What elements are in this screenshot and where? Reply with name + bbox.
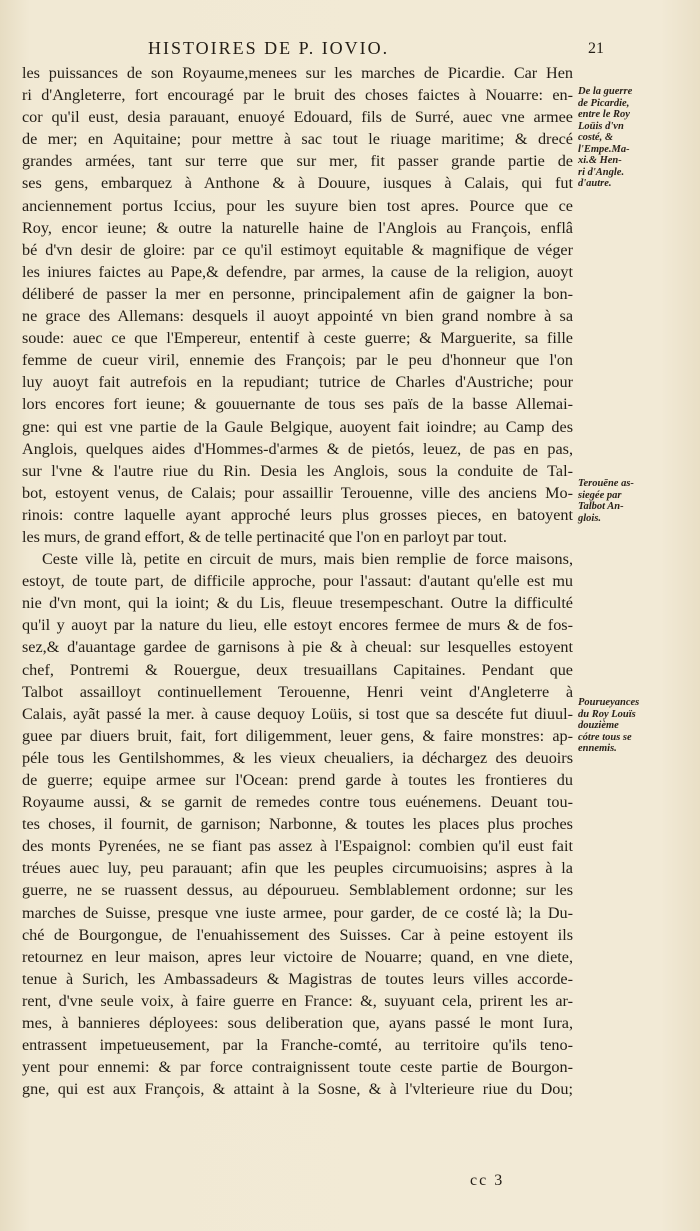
text-line: yent pour ennemi: & par force contraignissent toute ceste partie de Bourgon- — [22, 1058, 573, 1077]
margin-note-line: l'Empe.Ma- — [578, 143, 630, 155]
margin-note-line: Pourueyances — [578, 697, 640, 708]
text-line: entrassent impetueusement, par la Franche-comté, au territoire qu'ils teno- — [22, 1036, 573, 1055]
text-line: soude: auec ce que l'Empereur, ententif à ceste guerre; & Marguerite, sa fille — [22, 329, 573, 348]
text-line: tenue à Surich, les Ambassadeurs & Magistras de toutes leurs villes accorde- — [22, 969, 573, 988]
text-line: retournez en leur maison, apres leur victoire de Nouarre; quand, en vne diete, — [22, 947, 573, 966]
text-line: lors encores fort ieune; & gouuernante de tous ses païs de la basse Allemai- — [22, 395, 573, 414]
margin-note-war — [578, 86, 696, 190]
text-line: de mer; en Aquitaine; pour mettre à sac tout le riuage maritime; & drecé — [22, 130, 573, 149]
margin-note-line: Loüis d'vn — [578, 120, 624, 132]
text-line: qu'il y auoyt par la nature du lieu, elle estoyt encores fermee de murs & de fos- — [22, 616, 573, 635]
text-line: mes, à bannieres déployees: sous deliberation que, ayans passé le mont Iura, — [22, 1014, 573, 1033]
margin-note-line: de Picardie, — [578, 97, 630, 109]
margin-note-line: cótre tous se — [578, 731, 632, 743]
text-line: femme de cueur viril, ennemie des François; par le peu d'honneur que l'on — [22, 351, 573, 370]
margin-note-preparations — [578, 697, 696, 755]
text-line: anciennement portus Iccius, pour les suyure bien tost apres. Pource que ce — [22, 196, 573, 215]
text-line: Roy, encor ieune; & outre la naturelle haine de l'Anglois au François, enflâ — [22, 218, 573, 237]
text-line: ché de Bourgongue, de l'enuahissement des Suisses. Car à peine estoyent ils — [22, 925, 573, 944]
text-line: sur l'vne & l'autre riue du Rin. Desia les Anglois, sous la conduite de Tal- — [22, 461, 573, 480]
text-line: rent, d'vne seule voix, à faire guerre en France: &, suyuant cela, prirent les ar- — [22, 991, 573, 1010]
text-line: Talbot assailloyt continuellement Terouenne, Henri veint d'Angleterre à — [22, 682, 573, 701]
main-text-block — [22, 62, 573, 1100]
text-line: nie d'vn mont, qui la ioint; & du Lis, fleuue tresempeschant. Outre la difficulté — [22, 594, 573, 613]
text-line: gne: qui est vne partie de la Gaule Belgique, auoyent fait ioindre; au Camp des — [22, 417, 573, 436]
text-line: déliberé de passer la mer en personne, principalement afin de gaigner la bon- — [22, 284, 573, 303]
text-line: tréues auec luy, peu parauant; afin que les peuples circumuoisins; aspres à la — [22, 859, 573, 878]
text-line: marches de Suisse, presque vne iuste armee, pour garder, de ce costé là; la Du- — [22, 903, 573, 922]
margin-note-terouenne — [578, 478, 696, 524]
folio-number: 21 — [588, 40, 604, 57]
text-line: cor qu'il eust, desia parauant, enuoyé Edouard, fils de Surré, auec vne armee — [22, 108, 573, 127]
margin-note-line: xi.& Hen- — [578, 155, 622, 166]
running-title: HISTOIRES DE P. IOVIO. — [148, 38, 390, 58]
margin-note-line: douzième — [578, 720, 619, 731]
text-line: grandes armées, tant sur terre que sur mer, fit passer grande partie de — [22, 152, 573, 171]
text-line: ses gens, embarquez à Anthone & à Douure, iusques à Calais, qui fut — [22, 174, 573, 193]
text-line: luy auoyt fait autrefois en la repudiant; tutrice de Charles d'Austriche; pour — [22, 373, 573, 392]
margin-note-line: ri d'Angle. — [578, 166, 625, 178]
text-line: bot, estoyent venus, de Calais; pour assaillir Terouenne, ville des anciens Mo- — [22, 483, 573, 502]
text-line: chef, Pontremi & Rouergue, deux tresuaillans Capitaines. Pendant que — [22, 660, 573, 679]
text-line: tes choses, il fournit, de garnison; Narbonne, & toutes les places plus proches — [22, 815, 573, 834]
margin-note-line: costé, & — [578, 132, 613, 143]
margin-note-line: d'autre. — [578, 178, 612, 189]
text-line: les murs, de grand effort, & de telle pertinacité que l'on en parloyt par tout. — [22, 527, 507, 546]
text-line: Ceste ville là, petite en circuit de murs, mais bien remplie de force maisons, — [42, 550, 573, 569]
margin-note-line: Terouēne as- — [578, 478, 634, 489]
text-line: Calais, ayãt passé la mer. à cause dequoy Loüis, si tost que sa descéte fut diuul- — [22, 704, 573, 723]
signature-mark: cc 3 — [470, 1172, 505, 1189]
margin-note-line: Talbot An- — [578, 501, 624, 512]
text-line: les iniures faictes au Pape,& defendre, par armes, la cause de la religion, auoyt — [22, 262, 573, 281]
text-line: guee par diuers bruit, fait, fort diligemment, leuer gens, & faire monstres: ap- — [22, 726, 573, 745]
text-line: ri d'Angleterre, fort encouragé par le bruit des choses faictes à Nouarre: en- — [22, 86, 573, 105]
text-line: gne, qui est aux François, & attaint à la Sosne, & à l'vlterieure riue du Dou; — [22, 1080, 573, 1099]
text-line: estoyt, de toute part, de difficile approche, pour l'assaut: d'autant qu'elle est mu — [22, 572, 573, 591]
text-line: les puissances de son Royaume,menees sur les marches de Picardie. Car Hen — [22, 64, 573, 82]
text-line: Anglois, quelques aides d'Hommes-d'armes & de pietós, leuez, de pas en pas, — [22, 439, 573, 458]
text-line: bé d'vn desir de gloire: par ce qu'il estimoyt equitable & magnifique de véger — [22, 240, 573, 259]
text-line: rinois: contre laquelle ayant approché leurs plus grosses pieces, en batoyent — [22, 505, 573, 524]
margin-note-line: ennemis. — [578, 743, 617, 754]
margin-note-line: siegée par — [578, 489, 622, 501]
text-line: sez,& d'auantage gardee de garnisons à pie & à cheual: sur lesquelles estoyent — [22, 638, 573, 657]
text-line: Royaume aussi, & se garnit de remedes contre tous euénemens. Deuant tou- — [22, 793, 573, 812]
text-line: guerre, ne se ruassent dessus, au dépourueu. Semblablement ordonne; sur les — [22, 881, 573, 900]
margin-note-line: entre le Roy — [578, 109, 630, 120]
margin-note-line: De la guerre — [578, 86, 633, 97]
text-line: de guerre; equipe armee sur l'Ocean: prend garde à toutes les frontieres du — [22, 771, 573, 789]
margin-note-line: glois. — [578, 512, 602, 524]
margin-note-line: du Roy Louïs — [578, 708, 636, 720]
text-line: ne grace des Allemans: desquels il auoyt appointé vn bien grand nombre à sa — [22, 307, 573, 326]
text-line: des monts Pyrenées, ne se fiant pas assez à l'Espaignol: combien qu'il eust fait — [22, 837, 573, 856]
text-line: péle tous les Gentilshommes, & les vieux cheualiers, ia déchargez des deuoirs — [22, 748, 573, 767]
